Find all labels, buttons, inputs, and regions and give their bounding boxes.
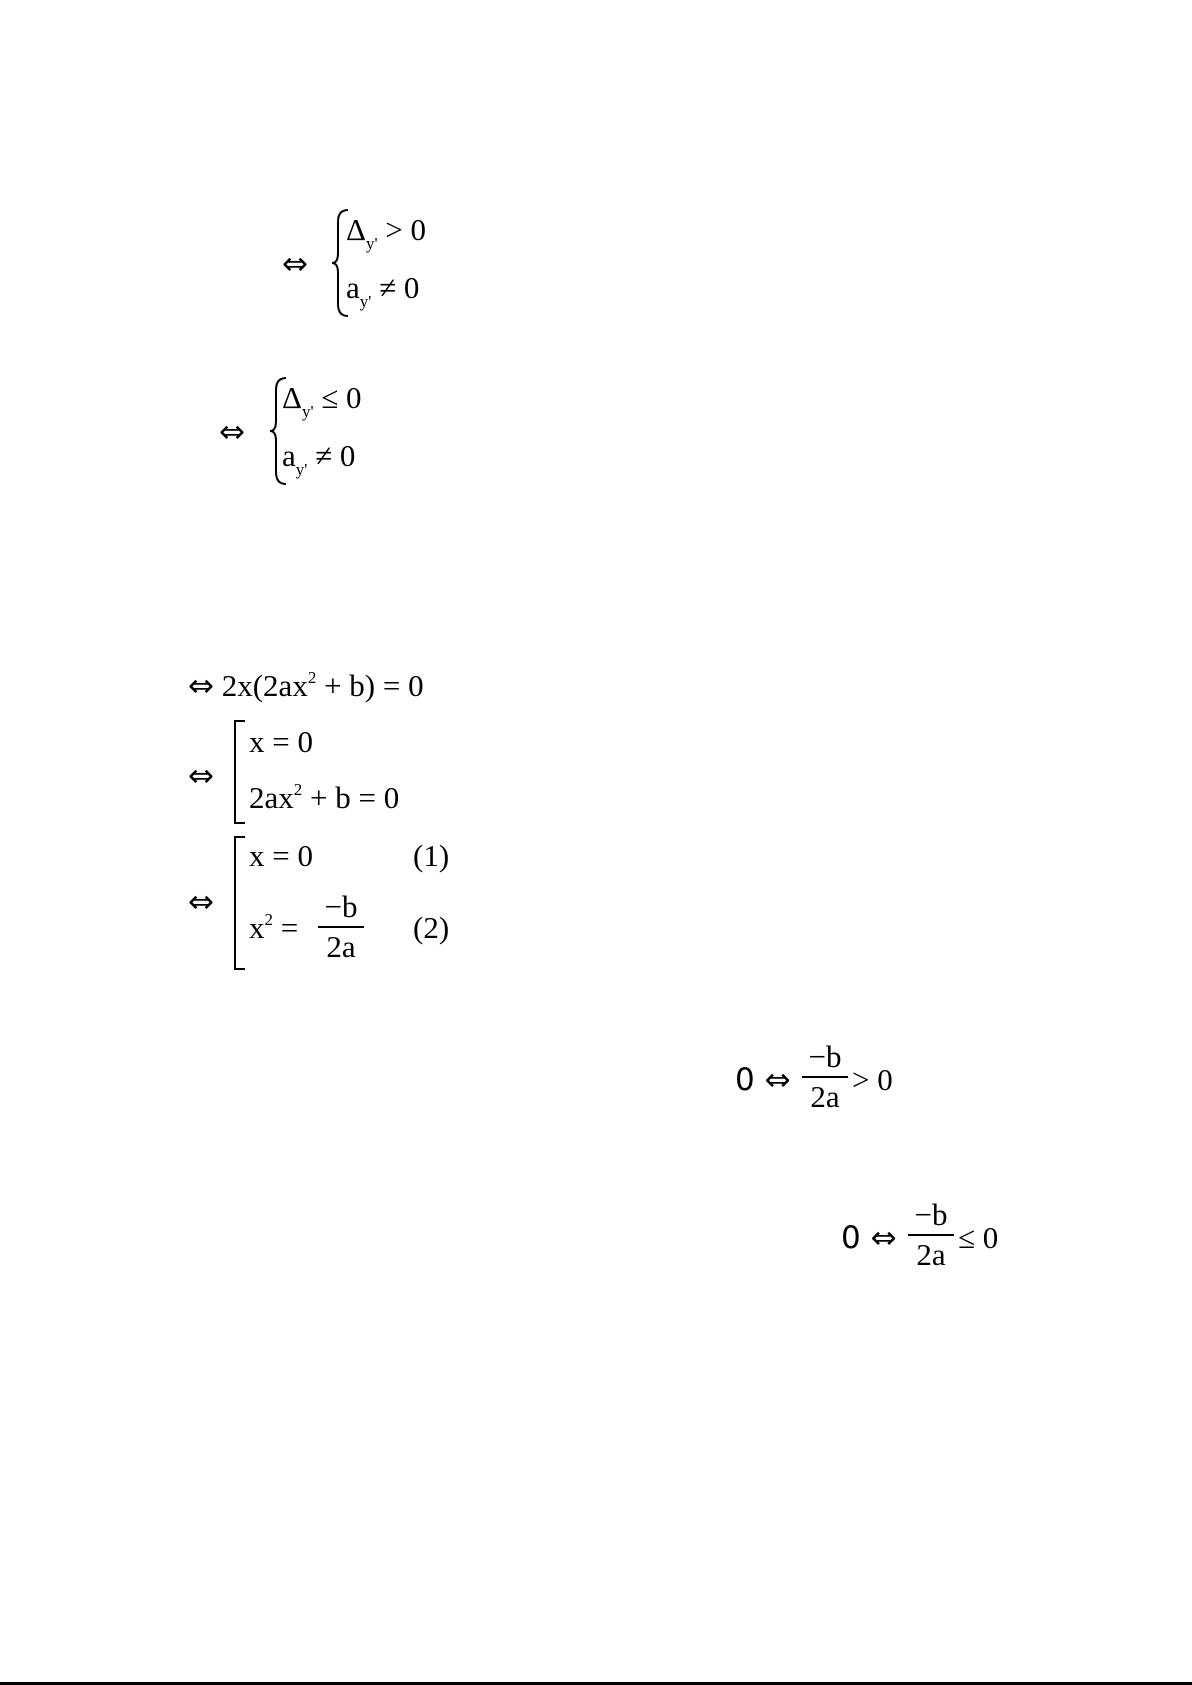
equivalence-arrow: ⇔ [188, 668, 214, 704]
equation-tag: (2) [413, 910, 450, 945]
condition-left [735, 1062, 791, 1098]
derivative-factored-equation [188, 668, 424, 709]
equivalence-arrow: ⇔ [219, 414, 245, 450]
equation-left: 2x(2ax [213, 668, 308, 703]
inequality: > 0 [377, 212, 426, 247]
system-row [346, 270, 419, 311]
term: 2ax [249, 780, 294, 815]
inequality: ≤ 0 [313, 380, 362, 415]
subscript: y' [301, 402, 314, 421]
fraction [908, 1198, 954, 1272]
numerator: −b [324, 889, 358, 924]
fraction-bar [802, 1076, 848, 1078]
condition-right: ≤ 0 [958, 1220, 999, 1255]
set-row [249, 780, 399, 821]
delta-symbol: Δ [346, 212, 366, 247]
set-row: x = 0 [249, 838, 313, 873]
fraction [802, 1040, 848, 1114]
numerator: −b [808, 1039, 842, 1074]
subscript: y' [365, 234, 378, 253]
left-bracket [233, 720, 247, 824]
condition-right: > 0 [852, 1062, 893, 1097]
equivalence-arrow: ⇔ [188, 884, 214, 920]
zero-equivalence: 0 ⇔ [735, 1062, 791, 1098]
equals: = [273, 910, 299, 945]
subscript: y' [359, 292, 372, 311]
numerator: −b [914, 1197, 948, 1232]
superscript: 2 [264, 910, 273, 929]
coefficient-a: a [282, 438, 296, 473]
term: + b = 0 [302, 780, 400, 815]
fraction [318, 890, 364, 964]
term: x [249, 910, 265, 945]
fraction-bar [318, 926, 364, 928]
set-row: x = 0 [249, 724, 313, 759]
coefficient-a: a [346, 270, 360, 305]
system-row [346, 212, 426, 253]
subscript: y' [295, 460, 308, 479]
equation-tag: (1) [413, 838, 450, 873]
superscript: 2 [307, 668, 317, 687]
denominator: 2a [810, 1079, 840, 1114]
condition-left [841, 1220, 897, 1256]
zero-equivalence: 0 ⇔ [841, 1220, 897, 1256]
equation-right: + b) = 0 [316, 668, 424, 703]
delta-symbol: Δ [282, 380, 302, 415]
system-row [282, 438, 355, 479]
denominator: 2a [916, 1237, 946, 1272]
denominator: 2a [326, 929, 356, 964]
system-row [282, 380, 362, 421]
equivalence-arrow: ⇔ [188, 758, 214, 794]
equivalence-arrow: ⇔ [282, 246, 308, 282]
set-row [249, 910, 298, 951]
inequality: ≠ 0 [371, 270, 420, 305]
inequality: ≠ 0 [307, 438, 356, 473]
fraction-bar [908, 1234, 954, 1236]
superscript: 2 [293, 780, 303, 799]
left-bracket [233, 836, 247, 970]
